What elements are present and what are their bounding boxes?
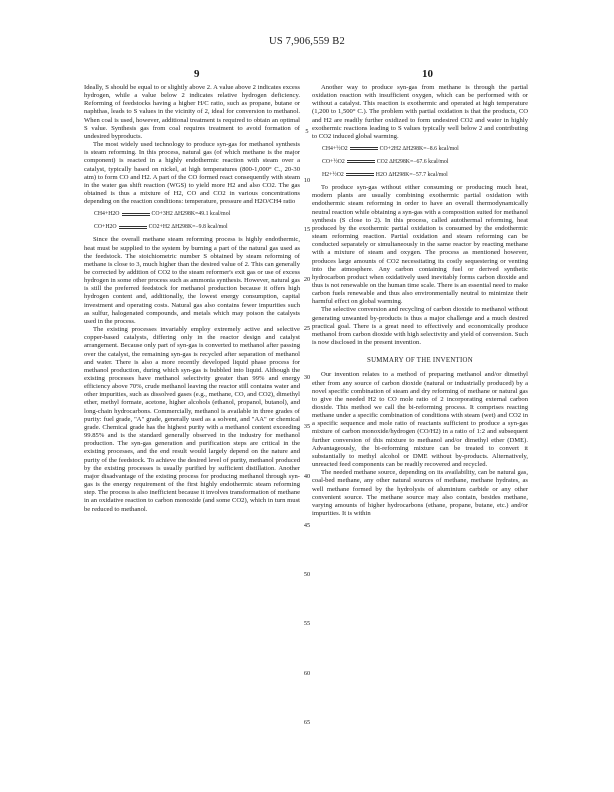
right-para-2: To produce syn-gas without either consuming or producing much heat, modern plants are usually combining exothermic partial oxidation with endothermic steam reforming in order to have an overall thermodynamically neutral reaction while obtaining a syn-gas with a composition suited for methanol synthesis (S close to 2). In this process, called autothermal reforming, heat produced by the exothermic partial oxidation is consumed by the endothermic steam reforming reaction. Partial oxidation and steam reforming can be conducted separately or simultaneously in the same reactor by reacting methane with a mixture of steam and oxygen. The process as mentioned however, produces large amounts of CO2 necessitating its costly sequestering or venting into the atmosphere. Any carbon containing fuel or derived synthetic hydrocarbon product when oxidatively used inevitably forms carbon dioxide and thus is not renewable on the human time scale. There is an essential need to make carbon fuels renewable and thus also environmentally neutral to minimize their harmful effect on global warming.	[312, 184, 528, 306]
left-para-3: Since the overall methane steam reforming process is highly endothermic, heat must be supplied to the system by burning a part of the natural gas used as the feedstock. The stoichiometric number S obtained by steam reforming of methane is close to 3, much higher than the desired value of 2. This can generally be corrected by addition of CO2 to the steam reformer's exit gas or use of excess hydrogen in some other process such as ammonia synthesis. However, natural gas is still the preferred feedstock for methanol production because it offers high hydrogen content and, additionally, the lowest energy consumption, capital investment and operating costs. Natural gas also contains fewer impurities such as sulfur, halogenated compounds, and metals which may poison the catalysts used in the process.	[84, 236, 300, 325]
equation-5-left: H2+½O2	[322, 172, 344, 179]
equation-3-right: CO+2H2 ΔH298K=−8.6 kcal/mol	[379, 146, 459, 153]
line-number: 50	[303, 571, 311, 578]
line-number: 40	[303, 473, 311, 480]
equation-1	[94, 210, 300, 219]
equation-5	[322, 171, 528, 180]
left-para-1: Ideally, S should be equal to or slightly above 2. A value above 2 indicates excess hydrogen, while a value below 2 indicates relative hydrogen deficiency. Reforming of feedstocks having a higher H/C ratio, such as propane, butane or naphthas, leads to S values in the vicinity of 2, ideal for conversion to methanol. When coal is used, however, additional treatment is required to obtain an optimal S value. Synthesis gas from coal requires treatment to avoid formation of undesired byproducts.	[84, 84, 300, 140]
reaction-arrow-icon	[347, 160, 375, 163]
line-number: 5	[305, 128, 309, 135]
equation-4	[322, 158, 528, 167]
line-number: 25	[303, 325, 311, 332]
line-number: 30	[303, 374, 311, 381]
right-para-4: Our invention relates to a method of preparing methanol and/or dimethyl ether from any source of carbon dioxide (natural or industrially produced) by a novel specific combination of steam and dry reforming of methane or natural gas to give the needed H2 to CO mole ratio of 2 incorporating external carbon dioxide. This method we call the bi-reforming process. It comprises reacting methane under a specific combination of conditions with steam (wet) and CO2 in a specific sequence and mole ratio of reactants sufficient to produce a syn-gas mixture of carbon monoxide/hydrogen (CO/H2) in a ratio of 1:2 and subsequent further conversion of this mixture to methanol and/or dimethyl ether (DME). Advantageously, the bi-reforming mixture can be treated to convert it substantially to methyl alcohol or DME without by-products. Alternatively, unreacted feed components can be readily recovered and recycled.	[312, 371, 528, 469]
equation-5-right: H2O ΔH298K=−57.7 kcal/mol	[375, 172, 448, 179]
equation-4-left: CO+½O2	[322, 159, 345, 166]
right-para-5: The needed methane source, depending on its availability, can be natural gas, coal-bed methane, any other natural sources of methane, methane hydrates, as well methane formed by the hydrolysis of aluminium carbide or any other convenient source. The methane source may also contain, besides methane, varying amounts of higher hydrocarbons (ethane, propane, butane, etc.) and/or impurities. It is within	[312, 469, 528, 518]
line-number: 55	[303, 620, 311, 627]
right-para-1: Another way to produce syn-gas from methane is through the partial oxidation reaction with insufficient oxygen, which can be performed with or without a catalyst. This reaction is exothermic and operated at high temperature (1,200 to 1,500° C.). The problem with partial oxidation is that the products, CO and H2 are readily further oxidized to form undesired CO2 and water in highly exothermic reactions leading to S values typically well below 2 and contributing to CO2 induced global warming.	[312, 84, 528, 140]
equilibrium-arrow-icon	[119, 226, 147, 229]
summary-heading: SUMMARY OF THE INVENTION	[367, 357, 473, 365]
equation-2-left: CO+H2O	[94, 224, 117, 231]
patent-number-header: US 7,906,559 B2	[269, 36, 345, 47]
reaction-arrow-icon	[350, 147, 378, 150]
reaction-arrow-icon	[346, 173, 374, 176]
equation-2-right: CO2+H2 ΔH298K=−9.8 kcal/mol	[148, 224, 228, 231]
line-number: 60	[303, 670, 311, 677]
right-para-3: The selective conversion and recycling of carbon dioxide to methanol without generating unwanted by-products is thus a major challenge and a much desired practical goal. There is a great need to effectively and economically produce methanol from carbon dioxide with high selectivity and yield of conversion. Such is now disclosed in the present invention.	[312, 306, 528, 347]
line-number: 15	[303, 226, 311, 233]
equation-3-left: CH4+½O2	[322, 146, 348, 153]
equilibrium-arrow-icon	[122, 213, 150, 216]
left-para-2: The most widely used technology to produce syn-gas for methanol synthesis is steam reforming. In this process, natural gas (of which methane is the major component) is reacted in a highly endothermic reaction with steam over a catalyst, typically based on nickel, at high temperatures (800-1,000° C., 20-30 atm) to form CO and H2. A part of the CO formed react consequently with steam in the water gas shift reaction (WGS) to yield more H2 and also CO2. The gas obtained is thus a mixture of H2, CO and CO2 in various concentrations depending on the reaction conditions: temperature, pressure and H2O/CH4 ratio	[84, 141, 300, 206]
equation-1-right: CO+3H2 ΔH298K=49.1 kcal/mol	[151, 211, 231, 218]
equation-3	[322, 145, 528, 154]
page-number-left: 9	[194, 68, 200, 80]
right-column	[312, 84, 528, 518]
line-number: 20	[303, 276, 311, 283]
line-number: 65	[303, 719, 311, 726]
line-number: 35	[303, 423, 311, 430]
left-para-4: The existing processes invariably employ extremely active and selective copper-based catalysts, differing only in the reactor design and catalyst arrangement. Because only part of syn-gas is converted to methanol after passing over the catalyst, the remaining syn-gas is recycled after separation of methanol and water. There is also a more recently developed liquid phase process for methanol production, during which syn-gas is bubbled into liquid. Although the existing processes have methanol selectivity greater than 99% and energy efficiency above 70%, crude methanol leaving the reactor still contains water and other impurities, such as dissolved gases (e.g., methane, CO, and CO2), dimethyl ether, methyl formate, acetone, higher alcohols (ethanol, propanol, butanol), and long-chain hydrocarbons. Commercially, methanol is available in three grades of purity: fuel grade, "A" grade, generally used as a solvent, and "AA" or chemical grade. Chemical grade has the highest purity with a methanol content exceeding 99.85% and is the standard generally observed in the industry for methanol production. The syn-gas generation and purification steps are critical in the existing processes, and the end result would largely depend on the nature and purity of the feedstock. To achieve the desired level of purity, methanol produced by the existing processes is usually purified by sufficient distillation. Another major disadvantage of the existing process for producing methanol through syn-gas is the energy requirement of the first highly endothermic steam reforming step. The process is also inefficient because it involves transformation of methane in an oxidative reaction to carbon monoxide (and some CO2), which in turn must be reduced to methanol.	[84, 326, 300, 513]
left-column	[84, 84, 300, 514]
page-number-right: 10	[422, 68, 433, 80]
equation-1-left: CH4+H2O	[94, 211, 120, 218]
equation-2	[94, 223, 300, 232]
line-number: 45	[303, 522, 311, 529]
equation-4-right: CO2 ΔH298K=−67.6 kcal/mol	[376, 159, 449, 166]
line-number: 10	[303, 177, 311, 184]
